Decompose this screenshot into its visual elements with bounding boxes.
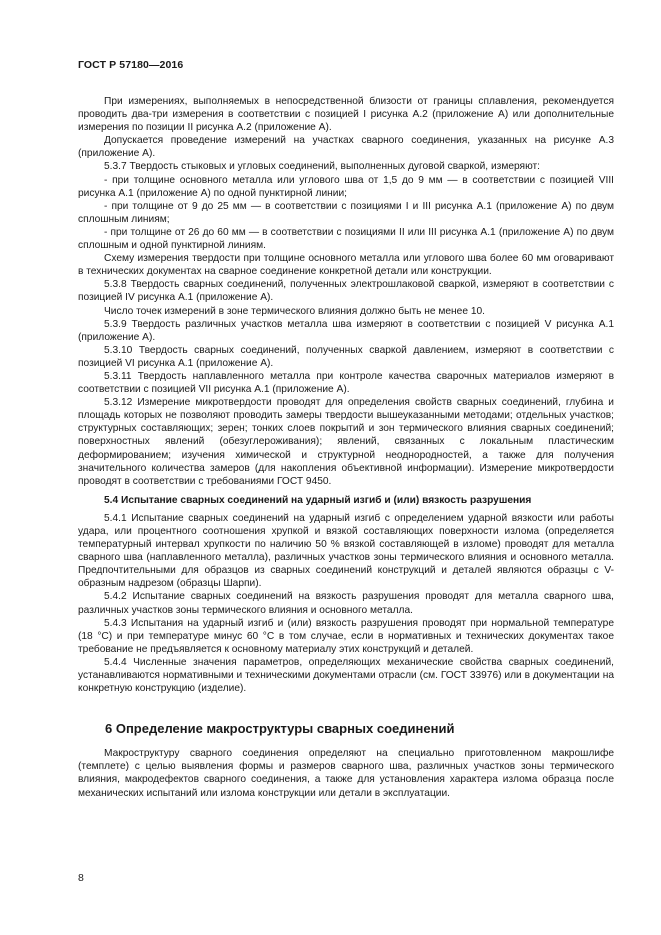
chapter-title: 6 Определение макроструктуры сварных соединений — [105, 721, 455, 737]
list-item: - при толщине от 26 до 60 мм — в соответствии с позициями II или III рисунка А.1 (приложение А) по двум сплошным и одной пунктирной линиям. — [78, 226, 614, 252]
paragraph: Схему измерения твердости при толщине основного металла или углового шва более 60 мм оговаривают в технических документах на сварное соединение конкретной детали или конструкции. — [78, 253, 614, 278]
section-5-3-continuation — [78, 95, 614, 488]
document-header: ГОСТ Р 57180—2016 — [78, 59, 184, 71]
list-item: - при толщине от 9 до 25 мм — в соответствии с позициями I и III рисунка А.1 (приложение А) по двум сплошным линиям; — [78, 200, 614, 225]
page-content — [78, 95, 614, 800]
paragraph: 5.3.10 Твердость сварных соединений, полученных сваркой давлением, измеряют в соответствии с позицией VI рисунка А.1 (приложение А). — [78, 344, 614, 369]
paragraph: 5.4.2 Испытание сварных соединений на вязкость разрушения проводят для металла сварного шва, различных участков зоны термического влияния и основного металла. — [78, 591, 614, 616]
section-title: 5.4 Испытание сварных соединений на ударный изгиб и (или) вязкость разрушения — [104, 494, 532, 506]
paragraph: 5.4.4 Численные значения параметров, определяющих механические свойства сварных соединений, устанавливаются нормативными и техническими документами отрасли (см. ГОСТ 33976) или в документации на конкретную конструкцию (изделие). — [78, 656, 614, 695]
paragraph: Макроструктуру сварного соединения определяют на специально приготовленном макрошлифе (темплете) с целью выявления формы и размеров сварного шва, различных участков зоны термического влияния, макродефектов сварного соединения, а также для установления характера излома образца после механических испытаний или излома конструкции или детали в эксплуатации. — [78, 748, 614, 799]
paragraph: Число точек измерений в зоне термического влияния должно быть не менее 10. — [104, 305, 486, 317]
paragraph: 5.4.3 Испытания на ударный изгиб и (или) вязкость разрушения проводят при нормальной температуре (18 °С) и при температуре минус 60 °С в том случае, если в нормативных и технических документах такое требование не предъявляется к основному материалу этих конструкций и деталей. — [78, 617, 614, 655]
paragraph: 5.3.7 Твердость стыковых и угловых соединений, выполненных дуговой сваркой, измеряют: — [104, 161, 540, 173]
paragraph: При измерениях, выполняемых в непосредственной близости от границы сплавления, рекомендуется проводить два-три измерения в соответствии с позицией I рисунка А.2 (приложение А) или дополнительные измерения по позиции II рисунка А.2 (приложение А). — [78, 96, 614, 134]
paragraph: 5.3.9 Твердость различных участков металла шва измеряют в соответствии с позицией V рисунка А.1 (приложение А). — [78, 318, 614, 343]
paragraph: 5.3.8 Твердость сварных соединений, полученных электрошлаковой сваркой, измеряют в соответствии с позицией IV рисунка А.1 (приложение А). — [78, 279, 614, 304]
paragraph: 5.4.1 Испытание сварных соединений на ударный изгиб с определением ударной вязкости или работы удара, или процентного соотношения хрупкой и вязкой составляющих поверхности излома (определяется температурный интервал хрупкости по наличию 50 % вязкой составляющей в изломе) проводят для металла сварного шва (наплавленного металла), различных участков зоны термического влияния и основного металла. Предпочтительными для образцов из сварных соединений конструкций и деталей являются образцы с V-образным надрезом (образцы Шарпи). — [78, 512, 614, 590]
list-item: - при толщине основного металла или углового шва от 1,5 до 9 мм — в соответствии с позицией VIII рисунка А.1 (приложение А) по одной пунктирной линии; — [78, 174, 614, 199]
page-number: 8 — [78, 872, 84, 884]
paragraph: Допускается проведение измерений на участках сварного соединения, указанных на рисунке А.3 (приложение А). — [78, 135, 614, 160]
paragraph: 5.3.11 Твердость наплавленного металла при контроле качества сварочных материалов измеряют в соответствии с позицией VII рисунка А.1 (приложение А). — [78, 370, 614, 396]
section-6 — [78, 721, 614, 799]
paragraph: 5.3.12 Измерение микротвердости проводят для определения свойств сварных соединений, глубина и площадь которых не позволяют проводить замеры твердости вышеуказанными методами; отдельных участков; структурных составляющих; зерен; тонких слоев покрытий и зон термического влияния сварных соединений; поверхностных явлений (обезуглероживания); явлений, связанных с локальным пластическим деформированием; изучения химической и структурной неоднородностей, а также для получения значительного количества замеров (для накопления объективной информации). Измерение микротвердости проводят в соответствии с требованиями ГОСТ 9450. — [78, 397, 614, 487]
section-5-4 — [78, 494, 614, 695]
